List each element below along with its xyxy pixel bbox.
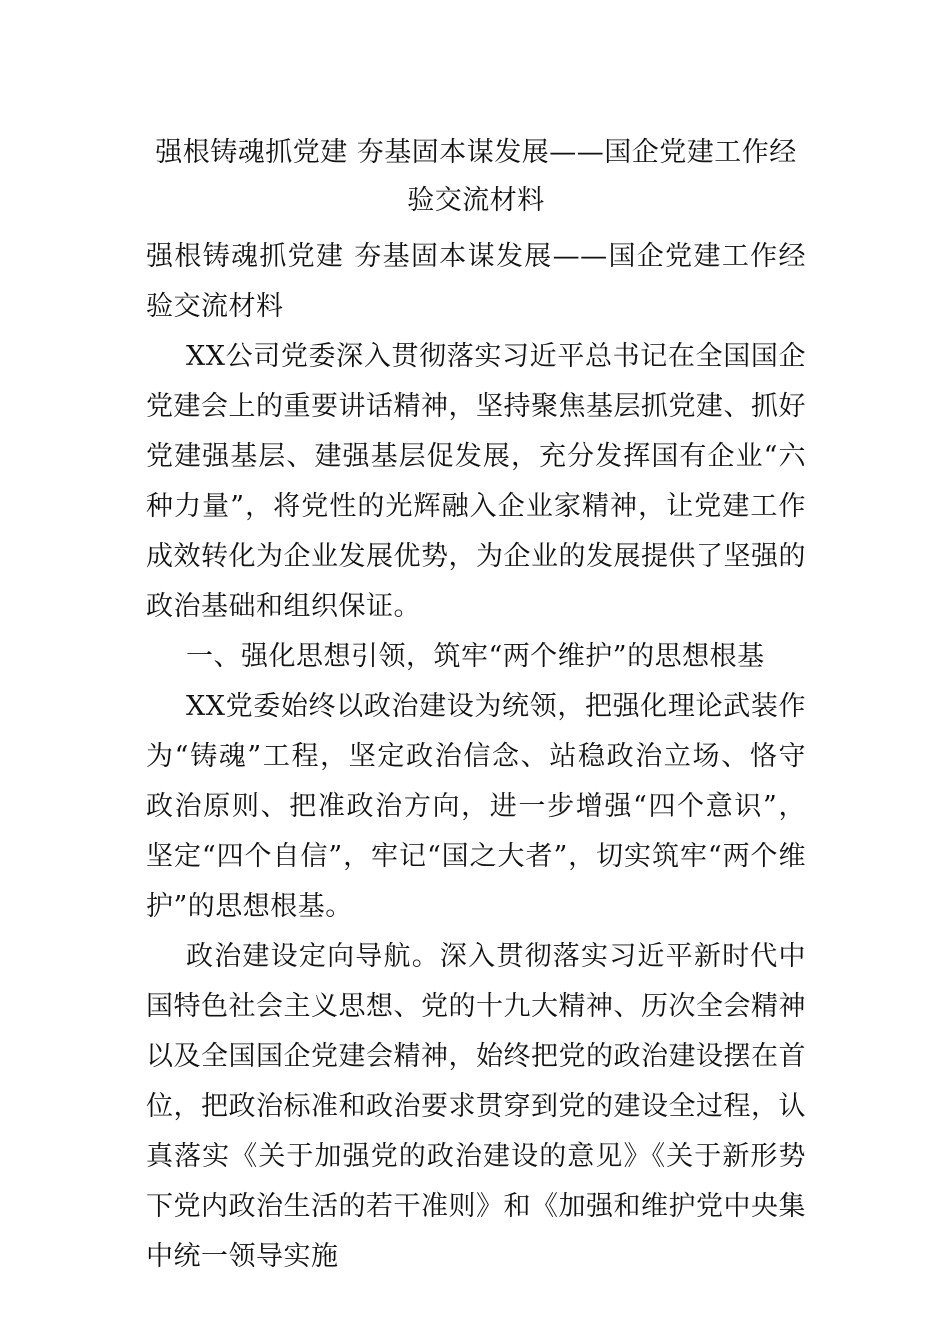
section-heading-1: 一、强化思想引领，筑牢“两个维护”的思想根基 xyxy=(186,641,765,672)
political-building-paragraph: 政治建设定向导航。深入贯彻落实习近平新时代中国特色社会主义思想、党的十九大精神、历次全会精神以及全国国企党建会精神，始终把党的政治建设摆在首位，把政治标准和政治要求贯穿到党的建设全过程，认真落实《关于加强党的政治建设的意见》《关于新形势下党内政治生活的若干准则》和《加强和维护党中央集中统一领导实施 xyxy=(146,941,806,1272)
document-body xyxy=(146,232,806,1282)
repeated-title-paragraph: 强根铸魂抓党建 夯基固本谋发展——国企党建工作经验交流材料 xyxy=(146,241,806,322)
section-1-paragraph: XX党委始终以政治建设为统领，把强化理论武装作为“铸魂”工程，坚定政治信念、站稳政治立场、恪守政治原则、把准政治方向，进一步增强“四个意识”，坚定“四个自信”，牢记“国之大者”，切实筑牢“两个维护”的思想根基。 xyxy=(146,691,806,922)
intro-paragraph: XX公司党委深入贯彻落实习近平总书记在全国国企党建会上的重要讲话精神，坚持聚焦基层抓党建、抓好党建强基层、建强基层促发展，充分发挥国有企业“六种力量”，将党性的光辉融入企业家精神，让党建工作成效转化为企业发展优势，为企业的发展提供了坚强的政治基础和组织保证。 xyxy=(146,341,806,622)
document-title: 强根铸魂抓党建 夯基固本谋发展——国企党建工作经验交流材料 xyxy=(155,137,797,216)
